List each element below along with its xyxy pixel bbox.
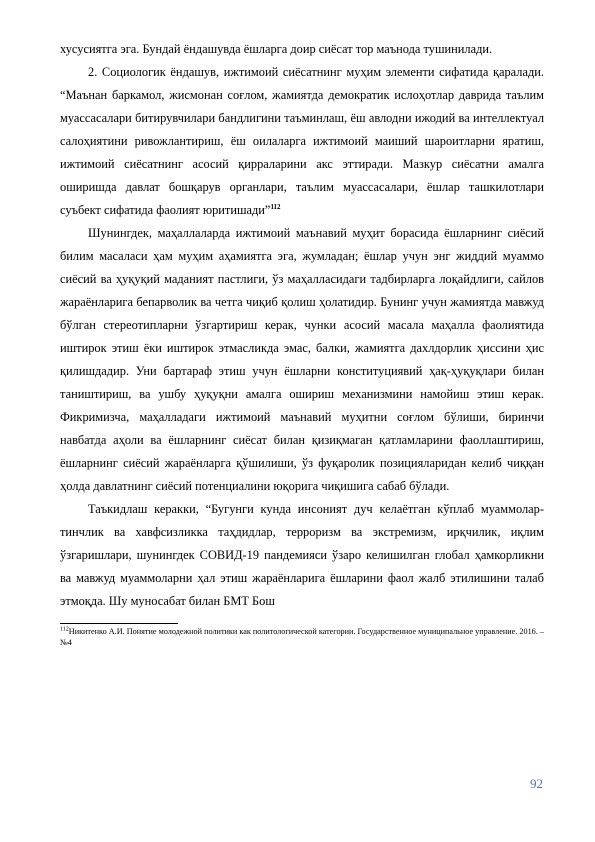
- footnote-number: 112: [60, 626, 69, 633]
- paragraph-text: 2. Социологик ёндашув, ижтимоий сиёсатнинг муҳим элементи сифатида қаралади. “Маънан баркамол, жисмонан соғлом, жамиятда демократик ислоҳотлар даврида таълим муассасалари битирувчилари бандлигини таъминлаш, ёш авлодни ижодий ва интеллектуал салоҳиятини ривожлантириш, ёш оилаларга ижтимоий маиший шароитларни яратиш, ижтимоий сиёсатнинг асосий қирраларини акс эттиради. Мазкур сиёсатни амалга оширишда давлат бошқарув органлари, таълим муассасалари, ёшлар ташкилотлари суъбект сифатида фаолият юритишади”: [60, 65, 544, 217]
- paragraph-sociological-approach: [60, 61, 544, 222]
- paragraph-mahalla-youth: Шунингдек, маҳаллаларда ижтимоий маънавий муҳит борасида ёшларнинг сиёсий билим масаласи ҳам муҳим аҳамиятга эга, жумладан; ёшлар учун энг жиддий муаммо сиёсий ва ҳуқуқий маданият пастлиги, ўз маҳалласидаги тадбирларга лоқайдлиги, сайлов жараёнларига бепарволик ва четга чиқиб қолиш ҳолатидир. Бунинг учун жамиятда мавжуд бўлган стереотипларни ўзгартириш керак, чунки асосий масала маҳалла фаолиятида иштирок этиш ёки иштирок этмасликда эмас, балки, жамиятга дахлдорлик ҳиссини ҳис қилишдадир. Уни бартараф этиш учун ёшларни конституциявий ҳақ-ҳуқуқлари билан таништириш, ва ушбу ҳуқуқни амалга ошириш механизмини намойиш этиш керак. Фикримизча, маҳалладаги ижтимоий маънавий муҳитни соғлом бўлиши, биринчи навбатда аҳоли ва ёшларнинг сиёсат билан қизиқмаган қатламларини фаоллаштириш, ёшларнинг сиёсий жараёнларга қўшилиши, ўз фуқаролик позицияларидан келиб чиққан ҳолда давлатнинг сиёсий потенциалини юқорига чиқишига сабаб бўлади.: [60, 226, 544, 493]
- page-number: 92: [530, 776, 543, 791]
- footnote-divider: [60, 623, 178, 624]
- footnote-text: Никитенко А.И. Понятие молодежной политики как политологической категории. Государственное муниципальное управление. 2016. –№4: [60, 627, 544, 647]
- document-page: [60, 38, 544, 648]
- footnote: [60, 626, 544, 648]
- paragraph-global-challenges: Таъкидлаш керакки, “Бугунги кунда инсоният дуч келаётган кўплаб муаммолар-тинчлик ва хавфсизликка таҳдидлар, терроризм ва экстремизм, ирқчилик, иқлим ўзгаришлари, шунингдек СОВИД-19 пандемияси ўзаро келишилган глобал ҳамкорликни ва мавжуд муаммоларни ҳал этиш жараёнларига ёшларини фаол жалб этилишини талаб этмоқда. Шу муносабат билан БМТ Бош: [60, 502, 544, 608]
- footnote-reference[interactable]: 112: [270, 202, 281, 211]
- paragraph-continuation: хусусиятга эга. Бундай ёндашувда ёшларга доир сиёсат тор маънода тушинилади.: [60, 42, 493, 56]
